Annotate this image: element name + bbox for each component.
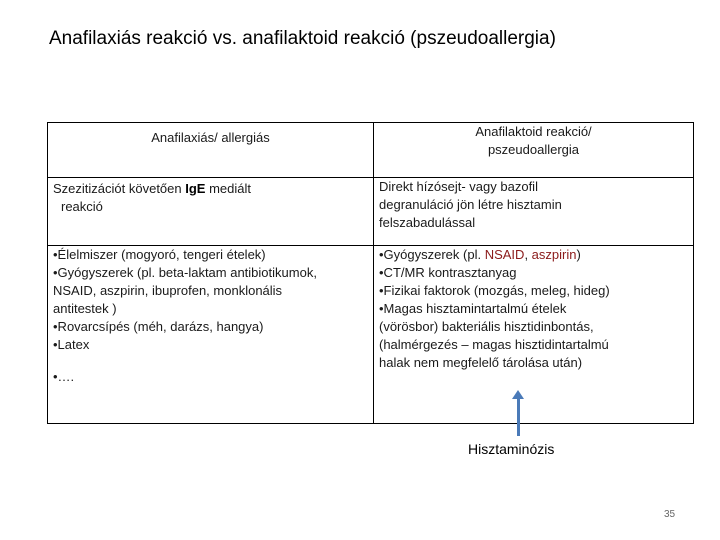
drugs-post: ) (576, 247, 581, 262)
list-item: (halmérgezés – magas hisztidintartalmú (379, 337, 609, 352)
mechanism-anaphylactoid (374, 178, 694, 246)
list-item: •Latex (53, 337, 90, 352)
aspirin-highlight: aszpirin (531, 247, 577, 262)
histaminosis-label: Hisztaminózis (468, 441, 555, 457)
header-right-line2: pszeudoallergia (487, 142, 580, 157)
list-item: antitestek ) (53, 301, 117, 316)
causes-anaphylactoid (374, 246, 694, 424)
list-item: •Fizikai faktorok (mozgás, meleg, hideg) (379, 283, 610, 298)
comparison-table (47, 122, 694, 424)
mechanism-left-line1 (53, 180, 368, 198)
nsaid-highlight: NSAID (484, 247, 525, 262)
list-item: •…. (53, 369, 75, 384)
drugs-pre: •Gyógyszerek (pl. (379, 247, 485, 262)
mechanism-anaphylactic (48, 178, 374, 246)
list-item: •CT/MR kontrasztanyag (379, 265, 517, 280)
list-item: •Élelmiszer (mogyoró, tengeri ételek) (53, 247, 266, 262)
ige-highlight: IgE (185, 181, 206, 196)
header-right-line1: Anafilaktoid reakció/ (475, 124, 592, 139)
spacer (53, 354, 368, 368)
mechanism-left-post: mediált (205, 181, 251, 196)
mechanism-right-line2 (379, 196, 688, 214)
causes-anaphylactic (48, 246, 374, 424)
list-item: •Rovarcsípés (méh, darázs, hangya) (53, 319, 264, 334)
mechanism-left-pre: Szezitizációt követően (53, 181, 186, 196)
mechanism-right-line1: Direkt hízósejt- vagy bazofil (379, 179, 538, 194)
header-anaphylactic (48, 123, 374, 178)
causes-row (48, 246, 694, 424)
list-item: (vörösbor) bakteriális hisztidinbontás, (379, 319, 594, 334)
mechanism-right-pre: degranuláció jön létre (379, 197, 507, 212)
header-anaphylactoid (374, 123, 694, 178)
list-item: •Gyógyszerek (pl. beta-laktam antibiotikumok, (53, 265, 317, 280)
list-item (379, 246, 688, 264)
mechanism-right-line3: felszabadulással (379, 215, 476, 230)
list-item: •Magas hisztamintartalmú ételek (379, 301, 567, 316)
mechanism-left-line2: reakció (61, 199, 103, 214)
header-left-text: Anafilaxiás/ allergiás (151, 130, 270, 145)
arrow-shaft (517, 396, 520, 436)
slide-title: Anafilaxiás reakció vs. anafilaktoid reakció (pszeudoallergia) (49, 28, 556, 49)
drugs-sep: , (524, 247, 532, 262)
histamine-highlight: hisztamin (506, 197, 562, 212)
mechanism-row (48, 178, 694, 246)
page-number: 35 (664, 509, 676, 520)
list-item: halak nem megfelelő tárolása után) (379, 355, 583, 370)
table-header-row (48, 123, 694, 178)
list-item: NSAID, aszpirin, ibuprofen, monklonális (53, 283, 283, 298)
